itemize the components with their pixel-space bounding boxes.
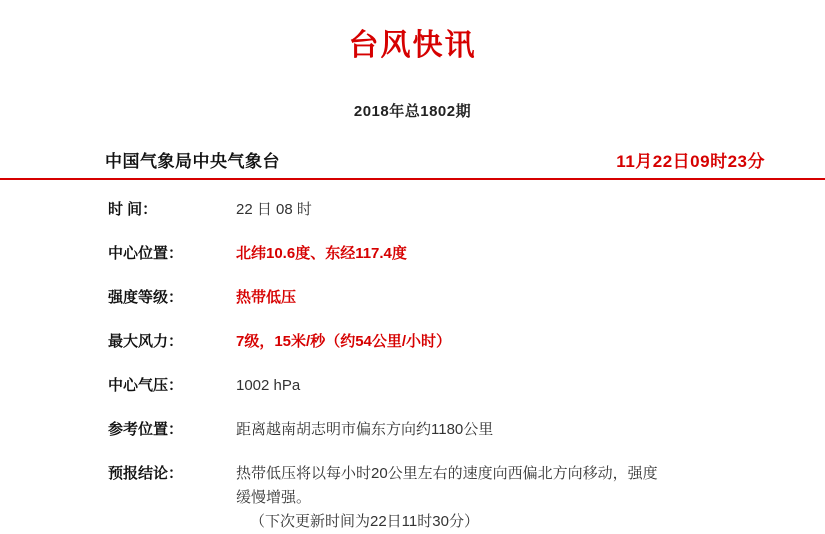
forecast-line-3: （下次更新时间为22日11时30分） — [250, 513, 479, 530]
field-value-max-wind: 7级，15米/秒（约54公里/小时） — [236, 333, 452, 350]
field-row-reference-location — [108, 418, 785, 442]
field-label-intensity-grade: 强度等级： — [108, 289, 184, 306]
field-label-center-pressure: 中心气压： — [108, 377, 184, 394]
field-label-max-wind: 最大风力： — [108, 333, 184, 350]
field-value-forecast-conclusion — [236, 462, 658, 534]
field-label-forecast-conclusion: 预报结论： — [108, 465, 184, 482]
forecast-line-2: 缓慢增强。 — [236, 489, 312, 506]
field-row-center-pressure — [108, 374, 785, 398]
field-label-center-position: 中心位置： — [108, 245, 184, 262]
field-row-forecast-conclusion — [108, 462, 785, 534]
issue-number: 2018年总1802期 — [353, 103, 472, 120]
field-value-reference-location: 距离越南胡志明市偏东方向约1180公里 — [236, 421, 494, 438]
bulletin-field-list — [0, 198, 825, 534]
field-value-center-pressure: 1002 hPa — [236, 377, 301, 394]
page-title: 台风快讯 — [348, 29, 477, 62]
field-value-time: 22 日 08 时 — [236, 201, 312, 218]
release-timestamp: 11月22日09时23分 — [616, 152, 765, 171]
field-label-time: 时 间： — [108, 201, 158, 218]
field-row-center-position — [108, 242, 785, 266]
field-label-reference-location: 参考位置： — [108, 421, 184, 438]
organization-name: 中国气象局中央气象台 — [105, 152, 280, 171]
field-value-center-position: 北纬10.6度、东经117.4度 — [236, 245, 407, 262]
forecast-line-1: 热带低压将以每小时20公里左右的速度向西偏北方向移动，强度 — [236, 465, 658, 482]
field-row-intensity-grade — [108, 286, 785, 310]
typhoon-bulletin-document — [0, 20, 825, 529]
field-value-intensity-grade: 热带低压 — [236, 289, 297, 306]
organization-header — [0, 147, 825, 180]
field-row-max-wind — [108, 330, 785, 354]
field-row-time — [108, 198, 785, 222]
